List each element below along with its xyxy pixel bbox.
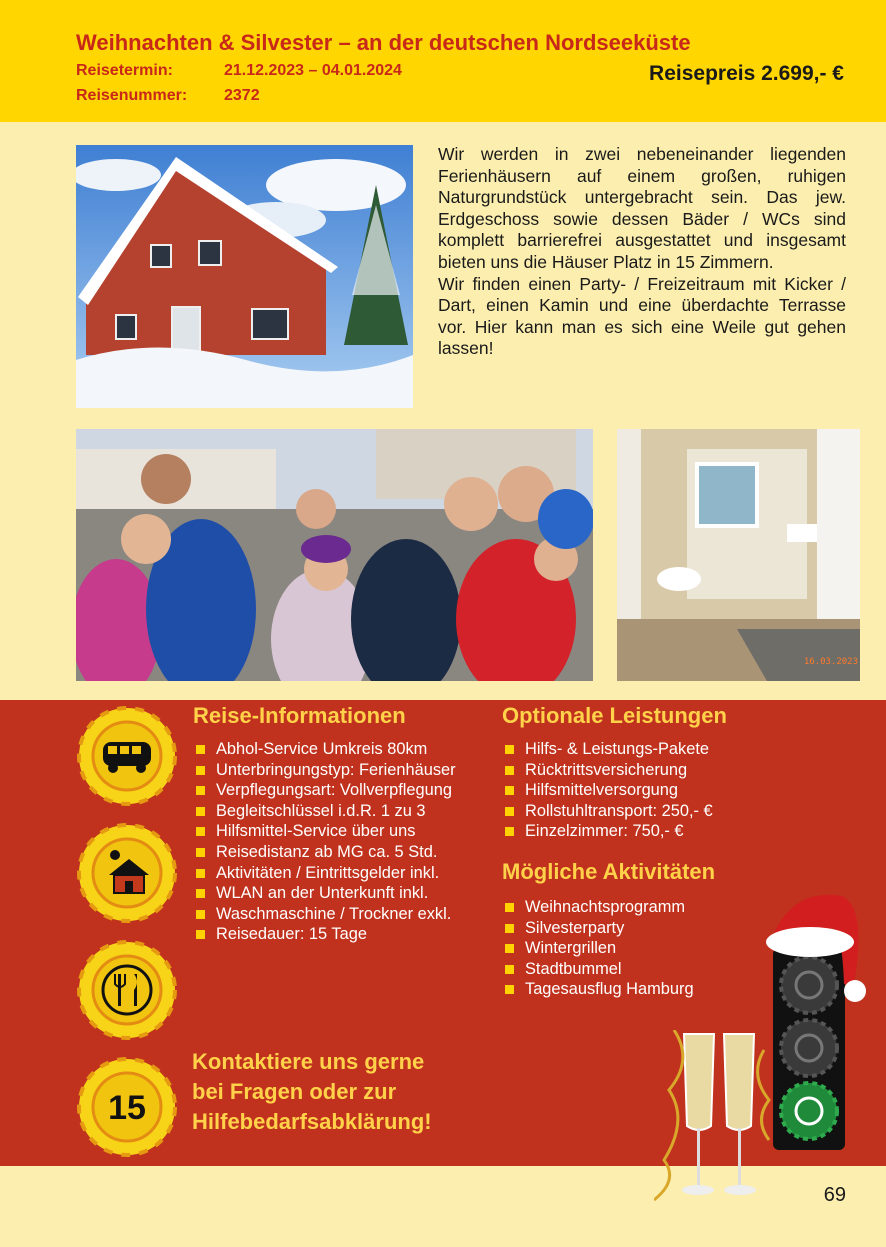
- contact-line: Kontaktiere uns gerne: [192, 1049, 425, 1074]
- activities-title: Mögliche Aktivitäten: [502, 859, 716, 884]
- champagne-glasses-icon: [654, 1030, 778, 1208]
- list-item: Einzelzimmer: 750,- €: [503, 821, 713, 842]
- list-item: Unterbringungstyp: Ferienhäuser: [194, 760, 456, 781]
- list-item: Hilfs- & Leistungs-Pakete: [503, 739, 713, 760]
- photo-date-stamp: 16.03.2023: [803, 657, 858, 667]
- list-item: Abhol-Service Umkreis 80km: [194, 739, 456, 760]
- group-photo: [76, 429, 593, 681]
- list-item: Reisedauer: 15 Tage: [194, 924, 456, 945]
- traffic-light-icon: [762, 888, 874, 1153]
- list-item: Stadtbummel: [503, 959, 694, 980]
- list-item: Waschmaschine / Trockner exkl.: [194, 904, 456, 925]
- header-band: [0, 0, 886, 122]
- optional-list: [503, 739, 713, 842]
- house-photo: [76, 145, 413, 408]
- list-item: Rollstuhltransport: 250,- €: [503, 801, 713, 822]
- reise-info-list: [194, 739, 456, 945]
- optional-title: Optionale Leistungen: [502, 703, 727, 728]
- list-item: Wintergrillen: [503, 938, 694, 959]
- house-icon: [77, 823, 177, 923]
- bathroom-photo: [617, 429, 860, 681]
- page-number: 69: [823, 1184, 846, 1206]
- number-value: 2372: [224, 87, 260, 104]
- description-paragraph: Wir finden einen Party- / Freizeitraum mit Kicker / Dart, einen Kamin und eine überdachte Terrasse vor. Hier kann man es sich eine Weile gut gehen lassen!: [438, 273, 846, 359]
- cutlery-icon: [77, 940, 177, 1040]
- page-title: Weihnachten & Silvester – an der deutschen Nordseeküste: [76, 30, 691, 55]
- contact-line: Hilfebedarfsabklärung!: [192, 1109, 432, 1134]
- list-item: Begleitschlüssel i.d.R. 1 zu 3: [194, 801, 456, 822]
- list-item: Hilfsmittel-Service über uns: [194, 821, 456, 842]
- reise-info-title: Reise-Informationen: [193, 703, 406, 728]
- contact-line: bei Fragen oder zur: [192, 1079, 397, 1104]
- duration-15-icon: [77, 1057, 177, 1157]
- date-label: Reisetermin:: [76, 62, 173, 79]
- list-item: Weihnachtsprogramm: [503, 897, 694, 918]
- list-item: Silvesterparty: [503, 918, 694, 939]
- number-label: Reisenummer:: [76, 87, 188, 104]
- list-item: Hilfsmittelversorgung: [503, 780, 713, 801]
- activities-list: [503, 897, 694, 1000]
- list-item: Rücktrittsversicherung: [503, 760, 713, 781]
- list-item: Verpflegungsart: Vollverpflegung: [194, 780, 456, 801]
- list-item: Reisedistanz ab MG ca. 5 Std.: [194, 842, 456, 863]
- description-paragraph: Wir werden in zwei nebeneinander liegenden Ferienhäusern auf einem großen, ruhigen Naturgrundstück untergebracht sein. Das jew. Erdgeschoss sowie dessen Bäder / WCs sind komplett barrierefrei ausgestattet und insgesamt bieten uns die Häuser Platz in 15 Zimmern.: [438, 144, 846, 272]
- description-text: [438, 144, 846, 360]
- duration-badge: 15: [108, 1089, 146, 1127]
- list-item: Tagesausflug Hamburg: [503, 979, 694, 1000]
- list-item: WLAN an der Unterkunft inkl.: [194, 883, 456, 904]
- list-item: Aktivitäten / Eintrittsgelder inkl.: [194, 863, 456, 884]
- bus-icon: [77, 706, 177, 806]
- contact-text: [192, 1047, 432, 1137]
- date-value: 21.12.2023 – 04.01.2024: [224, 62, 402, 79]
- price: Reisepreis 2.699,- €: [649, 62, 844, 85]
